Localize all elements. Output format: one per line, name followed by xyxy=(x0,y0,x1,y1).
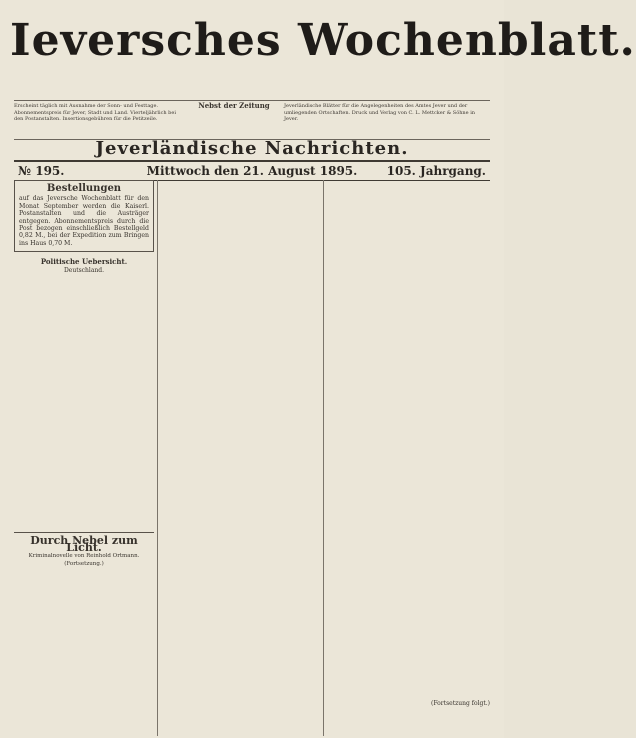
masthead xyxy=(10,6,636,80)
notice-title: Bestellungen xyxy=(46,183,122,194)
serial-continuation: (Fortsetzung.) xyxy=(64,561,104,568)
column-2 xyxy=(161,180,321,736)
subscription-notice xyxy=(14,180,154,252)
notice-text: auf das Jeversche Wochenblatt für den Monat September werden die Kaiserl. Postanstalten und die Austräger entgegen. Abonnementspreis durch die Post bezogen einschließlich Bestellgeld 0,82 M., bei der Expedition zum Bringen ins Haus 0,70 M. xyxy=(19,195,149,247)
issue-number: № 195. xyxy=(18,164,65,178)
date-bar xyxy=(14,160,490,181)
issue-date: Mittwoch den 21. August 1895. xyxy=(146,164,358,178)
publisher-info: Jeverländische Blätter für die Angelegenheiten des Amtes Jever und der umliegenden Ortschaften. Druck und Verlag von C. L. Mettcker & Söhne in Jever. xyxy=(284,103,476,122)
info-bar xyxy=(14,100,490,140)
local-news-text-block xyxy=(326,180,490,700)
serial-author: Kriminalnovelle von Reinhold Ortmann. xyxy=(28,552,140,559)
subtitle: Jeverländische Nachrichten. xyxy=(95,138,409,159)
news-text-block xyxy=(161,180,321,720)
supplement-note: Nebst der Zeitung xyxy=(198,101,270,110)
politics-subtitle: Deutschland. xyxy=(63,266,105,274)
politics-text-block xyxy=(14,276,154,526)
column-1 xyxy=(14,180,154,736)
column-rule-2 xyxy=(323,180,324,736)
serial-header xyxy=(14,532,154,569)
politics-title: Politische Uebersicht. xyxy=(40,257,128,267)
volume-year: 105. Jahrgang. xyxy=(386,164,486,178)
subscription-info: Erscheint täglich mit Ausnahme der Sonn- und Festtage. Abonnementspreis für Jever, Stadt und Land. Vierteljährlich bei den Postanstalten. Insertionsgebühren für die Petitzeile. xyxy=(14,103,176,122)
column-rule-1 xyxy=(157,180,158,736)
column-3 xyxy=(326,180,490,736)
serial-title: Durch Nebel zum Licht. xyxy=(30,534,138,555)
continuation-note: (Fortsetzung folgt.) xyxy=(431,700,490,707)
newspaper-title: Ieversches Wochenblatt. xyxy=(10,15,636,66)
